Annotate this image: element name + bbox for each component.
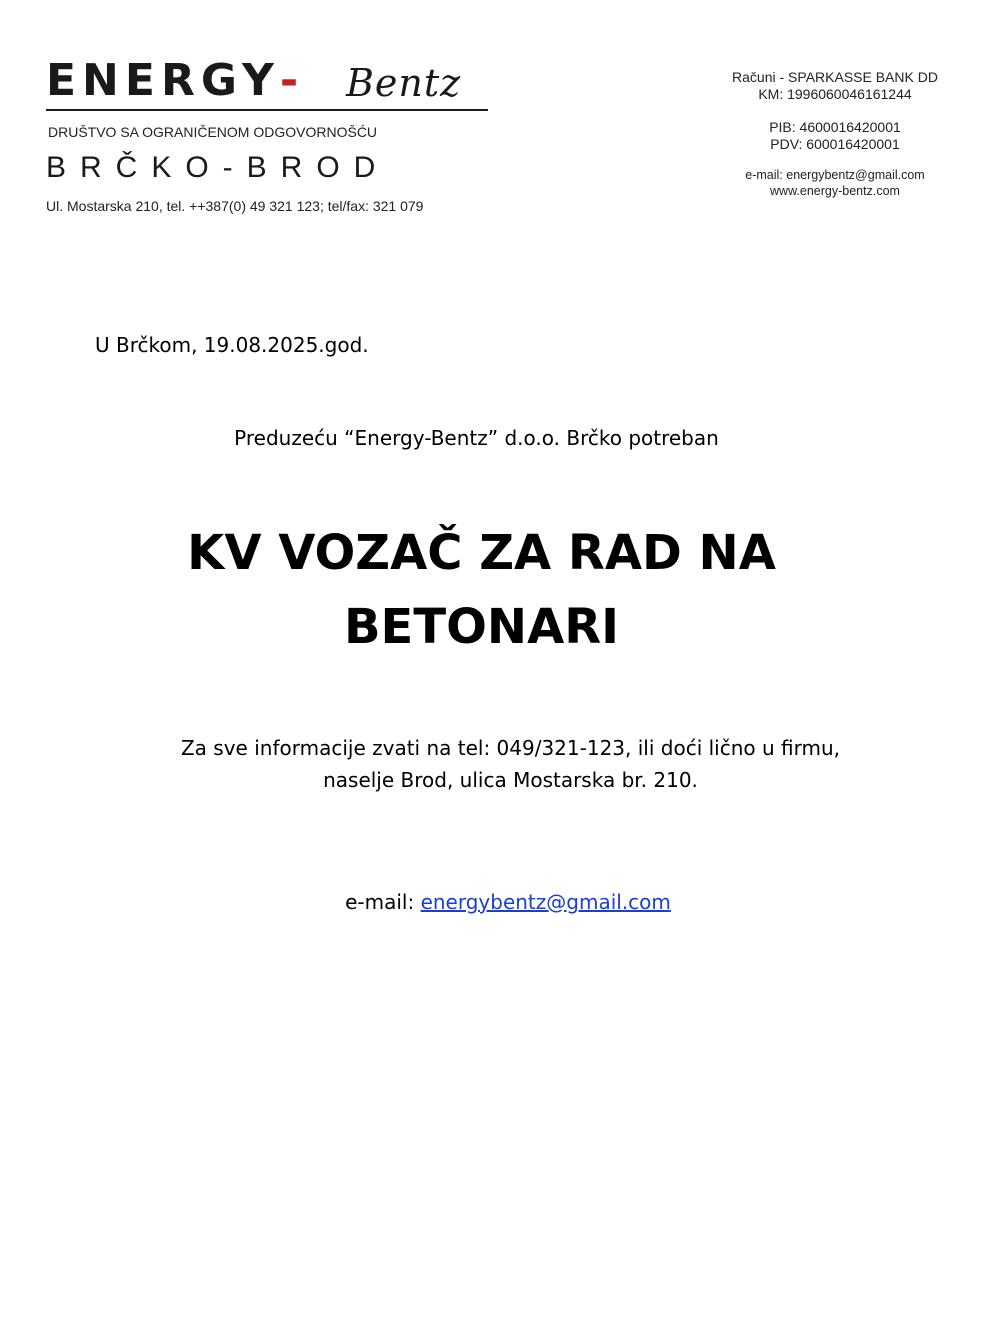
logo-energy-text: ENERGY: [46, 55, 280, 106]
intro-line: Preduzeću “Energy-Bentz” d.o.o. Brčko potreban: [234, 426, 719, 450]
company-logo: [46, 56, 496, 110]
email-contact: [0, 887, 983, 917]
company-city: BRČKO-BROD: [46, 151, 390, 184]
logo-underline: [46, 109, 488, 111]
logo-bentz-script: Bentz: [346, 61, 462, 105]
letterhead-right: [700, 69, 970, 199]
letterhead-website: www.energy-bentz.com: [770, 184, 900, 198]
bank-km-account: KM: 1996060046161244: [758, 86, 912, 102]
letterhead-email: e-mail: energybentz@gmail.com: [745, 168, 925, 182]
email-link[interactable]: energybentz@gmail.com: [420, 890, 671, 914]
email-label: e-mail:: [345, 890, 421, 914]
bank-accounts: Računi - SPARKASSE BANK DD: [732, 69, 938, 85]
company-legal-form: DRUŠTVO SA OGRANIČENOM ODGOVORNOŠĆU: [48, 124, 378, 140]
logo-dash: -: [279, 55, 299, 106]
company-address: Ul. Mostarska 210, tel. ++387(0) 49 321 123; tel/fax: 321 079: [46, 198, 424, 214]
contact-line-1: Za sve informacije zvati na tel: 049/321-123, ili doći lično u firmu,: [180, 736, 840, 760]
job-title-line-1: KV VOZAČ ZA RAD NA: [187, 525, 776, 581]
date-line: U Brčkom, 19.08.2025.god.: [95, 333, 369, 357]
logo-energy-wordmark: [46, 56, 298, 106]
job-title-line-2: BETONARI: [343, 599, 620, 655]
letterhead-left: [46, 55, 496, 214]
intro-text: [0, 424, 983, 452]
contact-info: [0, 732, 983, 796]
tax-pib: PIB: 4600016420001: [769, 119, 901, 135]
contact-line-2: naselje Brod, ulica Mostarska br. 210.: [323, 768, 698, 792]
job-title-heading: [0, 516, 983, 664]
tax-pdv: PDV: 600016420001: [770, 136, 900, 152]
